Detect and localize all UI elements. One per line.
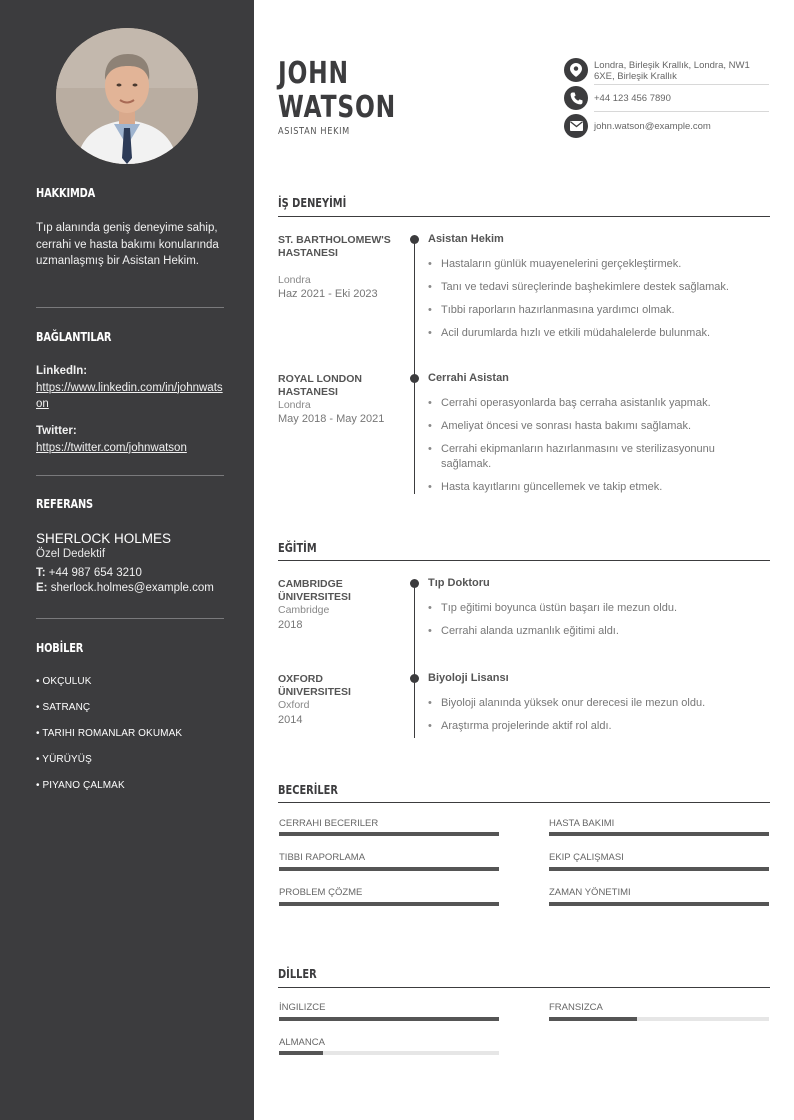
experience-org: ROYAL LONDON HASTANESI <box>278 373 363 398</box>
name-last: WATSON <box>278 90 397 125</box>
hobbies-heading: HOBİLER <box>36 641 84 655</box>
contact-email[interactable]: john.watson@example.com <box>594 121 711 132</box>
experience-date: May 2018 - May 2021 <box>278 413 385 425</box>
reference-heading: REFERANS <box>36 497 93 511</box>
language-label: ALMANCA <box>279 1037 325 1048</box>
education-bullet: • Biyoloji alanında yüksek onur derecesi ile mezun oldu. <box>428 696 758 711</box>
experience-bullet: • Acil durumlarda hızlı ve etkili müdahalelerde bulunmak. <box>428 326 758 341</box>
experience-bullet: • Tanı ve tedavi süreçlerinde başhekimlere destek sağlamak. <box>428 280 758 295</box>
linkedin-link[interactable]: https://www.linkedin.com/in/johnwatson <box>36 381 223 410</box>
section-rule <box>278 560 770 561</box>
experience-date: Haz 2021 - Eki 2023 <box>278 288 378 300</box>
location-icon <box>564 58 588 82</box>
job-title: ASISTAN HEKIM <box>278 126 350 137</box>
experience-bullet: • Ameliyat öncesi ve sonrası hasta bakımı sağlamak. <box>428 419 758 434</box>
education-degree: Biyoloji Lisansı <box>428 672 509 684</box>
experience-location: Londra <box>278 274 311 286</box>
profile-photo <box>56 28 198 164</box>
language-label: FRANSIZCA <box>549 1002 603 1013</box>
skill-bar <box>549 867 769 871</box>
divider <box>36 307 224 308</box>
timeline-dot <box>410 235 419 244</box>
experience-location: Londra <box>278 399 311 411</box>
hobby-item: • YÜRÜYÜŞ <box>36 754 92 765</box>
about-heading: HAKKIMDA <box>36 186 96 200</box>
education-heading: EĞİTİM <box>278 541 317 555</box>
experience-bullet: • Cerrahi ekipmanların hazırlanmasını ve sterilizasyonunu sağlamak. <box>428 442 748 472</box>
timeline-line <box>414 238 415 494</box>
twitter-block <box>36 423 226 456</box>
links-heading: BAĞLANTILAR <box>36 330 112 344</box>
reference-phone <box>36 567 142 579</box>
timeline-line <box>414 583 415 738</box>
experience-bullet: • Hasta kayıtlarını güncellemek ve takip etmek. <box>428 480 758 495</box>
skill-bar-fill <box>549 867 769 871</box>
skill-label: ZAMAN YÖNETIMI <box>549 887 631 898</box>
skill-label: HASTA BAKIMI <box>549 818 615 829</box>
reference-email-label: E: <box>36 582 48 594</box>
skill-label: EKIP ÇALIŞMASI <box>549 852 624 863</box>
language-bar-fill <box>279 1017 499 1021</box>
skill-bar-fill <box>549 902 769 906</box>
skill-label: CERRAHI BECERILER <box>279 818 379 829</box>
email-icon <box>564 114 588 138</box>
contact-address: Londra, Birleşik Krallık, Londra, NW1 6XE, Birleşik Krallık <box>594 60 750 82</box>
experience-bullet: • Cerrahi operasyonlarda baş cerraha asistanlık yapmak. <box>428 396 758 411</box>
experience-bullet: • Hastaların günlük muayenelerini gerçekleştirmek. <box>428 257 758 272</box>
education-org: CAMBRIDGE ÜNIVERSITESI <box>278 578 351 603</box>
skill-bar <box>549 902 769 906</box>
language-bar-fill <box>279 1051 323 1055</box>
about-text: Tıp alanında geniş deneyime sahip, cerrahi ve hasta bakımı konularında uzmanlaşmış bir Asistan Hekim. <box>36 222 219 267</box>
experience-heading: İŞ DENEYİMİ <box>278 196 347 210</box>
skills-heading: BECERİLER <box>278 783 338 797</box>
experience-org: ST. BARTHOLOMEW'S HASTANESI <box>278 234 391 259</box>
contact-phone: +44 123 456 7890 <box>594 93 671 104</box>
skill-bar <box>549 832 769 836</box>
name-first: JOHN <box>278 56 349 91</box>
section-rule <box>278 216 770 217</box>
hobby-item: • PIYANO ÇALMAK <box>36 780 125 791</box>
education-bullet: • Araştırma projelerinde aktif rol aldı. <box>428 719 758 734</box>
reference-role: Özel Dedektif <box>36 548 106 560</box>
reference-phone-label: T: <box>36 567 46 579</box>
language-bar-fill <box>549 1017 637 1021</box>
reference-phone-value: +44 987 654 3210 <box>48 567 142 579</box>
reference-email <box>36 582 214 594</box>
experience-role: Cerrahi Asistan <box>428 372 509 384</box>
linkedin-block <box>36 363 226 413</box>
phone-icon <box>564 86 588 110</box>
skill-bar-fill <box>279 867 499 871</box>
reference-name: SHERLOCK HOLMES <box>36 531 172 546</box>
skill-label: PROBLEM ÇÖZME <box>279 887 363 898</box>
timeline-dot <box>410 674 419 683</box>
skill-bar-fill <box>279 902 499 906</box>
education-date: 2018 <box>278 619 303 631</box>
education-org: OXFORD ÜNIVERSITESI <box>278 673 351 698</box>
section-rule <box>278 987 770 988</box>
skill-bar <box>279 902 499 906</box>
language-bar <box>279 1051 499 1055</box>
divider <box>36 475 224 476</box>
section-rule <box>278 802 770 803</box>
timeline-dot <box>410 579 419 588</box>
divider <box>594 111 769 112</box>
divider <box>36 618 224 619</box>
hobby-item: • OKÇULUK <box>36 676 92 687</box>
linkedin-label: LinkedIn: <box>36 365 88 377</box>
education-location: Oxford <box>278 699 310 711</box>
language-label: İNGILIZCE <box>279 1002 326 1013</box>
skill-label: TIBBI RAPORLAMA <box>279 852 366 863</box>
experience-role: Asistan Hekim <box>428 233 504 245</box>
skill-bar-fill <box>549 832 769 836</box>
reference-email-value: sherlock.holmes@example.com <box>50 582 214 594</box>
skill-bar <box>279 832 499 836</box>
avatar <box>56 28 198 164</box>
languages-heading: DİLLER <box>278 967 317 981</box>
education-date: 2014 <box>278 714 303 726</box>
education-location: Cambridge <box>278 604 330 616</box>
twitter-label: Twitter: <box>36 425 77 437</box>
skill-bar <box>279 867 499 871</box>
timeline-dot <box>410 374 419 383</box>
experience-bullet: • Tıbbi raporların hazırlanmasına yardımcı olmak. <box>428 303 758 318</box>
language-bar <box>549 1017 769 1021</box>
language-bar <box>279 1017 499 1021</box>
twitter-link[interactable]: https://twitter.com/johnwatson <box>36 441 187 454</box>
hobby-item: • TARIHI ROMANLAR OKUMAK <box>36 728 183 739</box>
education-bullet: • Tıp eğitimi boyunca üstün başarı ile mezun oldu. <box>428 601 758 616</box>
skill-bar-fill <box>279 832 499 836</box>
sidebar <box>0 0 254 1120</box>
divider <box>594 84 769 85</box>
education-degree: Tıp Doktoru <box>428 577 490 589</box>
hobby-item: • SATRANÇ <box>36 702 91 713</box>
education-bullet: • Cerrahi alanda uzmanlık eğitimi aldı. <box>428 624 758 639</box>
